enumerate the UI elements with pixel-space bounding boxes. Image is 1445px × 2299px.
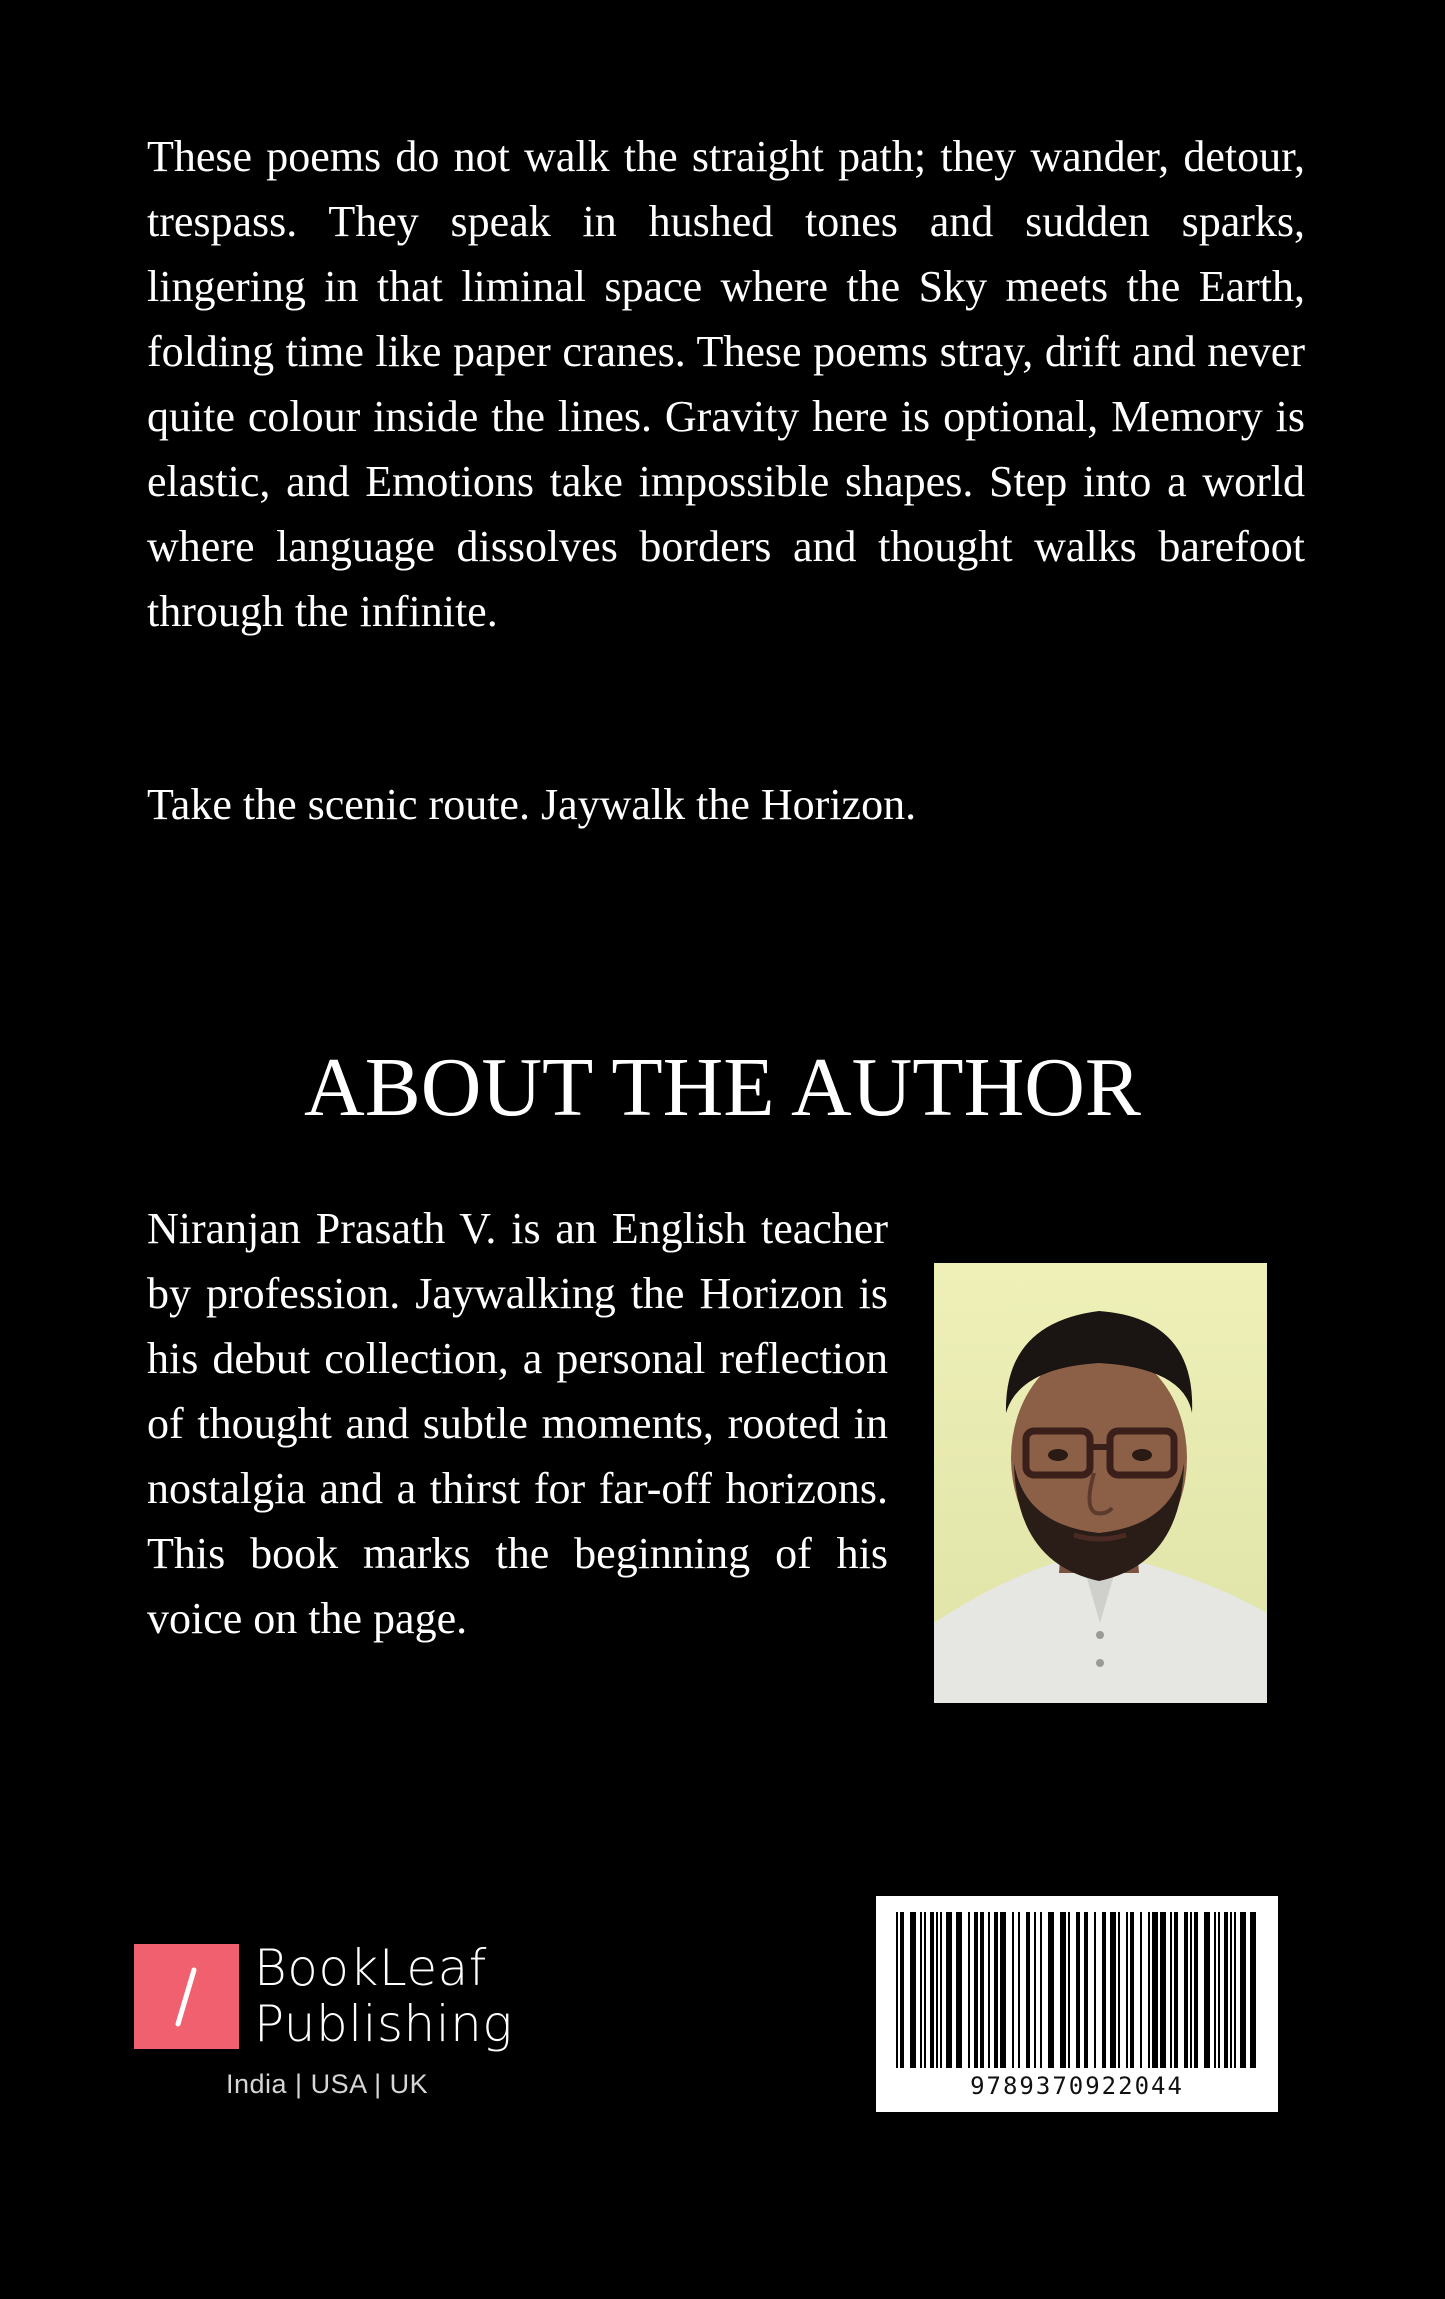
barcode-bar — [956, 1912, 962, 2068]
author-photo — [934, 1263, 1267, 1703]
barcode-bar — [994, 1912, 998, 2068]
barcode-bar — [1084, 1912, 1088, 2068]
isbn-number: 9789370922044 — [970, 2072, 1184, 2100]
barcode-bar — [1018, 1912, 1020, 2068]
barcode-bar — [1118, 1912, 1120, 2068]
barcode-bar — [1068, 1912, 1070, 2068]
publisher-regions: India | USA | UK — [226, 2069, 429, 2099]
barcode-bar — [1060, 1912, 1066, 2068]
barcode-bar — [1218, 1912, 1220, 2068]
barcode-bar — [988, 1912, 990, 2068]
barcode-bar — [1040, 1912, 1042, 2068]
barcode-bar — [900, 1912, 904, 2068]
publisher-name — [254, 1940, 513, 2052]
barcode-bar — [896, 1912, 898, 2068]
barcode-bar — [946, 1912, 952, 2068]
barcode-bar — [940, 1912, 942, 2068]
barcode-bar — [936, 1912, 938, 2068]
publisher-logo — [134, 1940, 554, 2110]
isbn-barcode — [876, 1896, 1278, 2112]
blurb-text: These poems do not walk the straight path; they wander, detour, trespass. They speak in hushed tones and sudden sparks, lingering in that liminal space where the Sky meets the Earth, folding time like paper cranes. These poems stray, drift and never quite colour inside the lines. Gravity here is optional, Memory is elastic, and Emotions take impossible shapes. Step into a world where language dissolves borders and thought walks barefoot through the infinite. — [147, 132, 1305, 636]
barcode-bar — [1012, 1912, 1014, 2068]
barcode-bar — [1250, 1912, 1256, 2068]
barcode-bar — [1214, 1912, 1216, 2068]
author-bio: Niranjan Prasath V. is an English teacher by profession. Jaywalking the Horizon is his debut collection, a personal reflection of thought and subtle moments, rooted in nostalgia and a thirst for far-off horizons. This book marks the beginning of his voice on the page. — [147, 1204, 888, 1643]
barcode-bar — [1148, 1912, 1150, 2068]
author-portrait-illustration — [934, 1263, 1267, 1703]
barcode-bar — [980, 1912, 984, 2068]
barcode-bar — [1034, 1912, 1036, 2068]
barcode-bar — [1000, 1912, 1006, 2068]
barcode-bar — [1130, 1912, 1134, 2068]
barcode-bar — [920, 1912, 922, 2068]
barcode-bar — [1234, 1912, 1236, 2068]
slash-logo-icon — [134, 1944, 239, 2049]
barcode-bar — [930, 1912, 934, 2068]
publisher-name-line1: BookLeaf — [254, 1939, 487, 1997]
barcode-bar — [1140, 1912, 1142, 2068]
barcode-bar — [910, 1912, 916, 2068]
about-author-heading: ABOUT THE AUTHOR — [304, 1041, 1141, 1134]
barcode-bar — [1160, 1912, 1166, 2068]
barcode-bar — [974, 1912, 978, 2068]
barcode-bar — [1190, 1912, 1192, 2068]
barcode-bar — [1094, 1912, 1096, 2068]
barcode-bar — [1110, 1912, 1116, 2068]
barcode-bar — [1240, 1912, 1246, 2068]
barcode-bar — [1076, 1912, 1080, 2068]
barcode-bar — [1224, 1912, 1228, 2068]
tagline: Take the scenic route. Jaywalk the Horizon. — [147, 780, 917, 829]
barcode-bar — [1174, 1912, 1178, 2068]
barcode-bar — [1048, 1912, 1054, 2068]
barcode-bar — [1184, 1912, 1188, 2068]
barcode-bar — [924, 1912, 926, 2068]
barcode-bar — [1194, 1912, 1198, 2068]
barcode-bar — [1026, 1912, 1030, 2068]
barcode-bar — [1230, 1912, 1232, 2068]
publisher-name-line2: Publishing — [254, 1995, 513, 2053]
barcode-bar — [1102, 1912, 1106, 2068]
barcode-bar — [1126, 1912, 1128, 2068]
barcode-bar — [968, 1912, 970, 2068]
barcode-bar — [1170, 1912, 1172, 2068]
barcode-bar — [1152, 1912, 1158, 2068]
barcode-bar — [1204, 1912, 1210, 2068]
